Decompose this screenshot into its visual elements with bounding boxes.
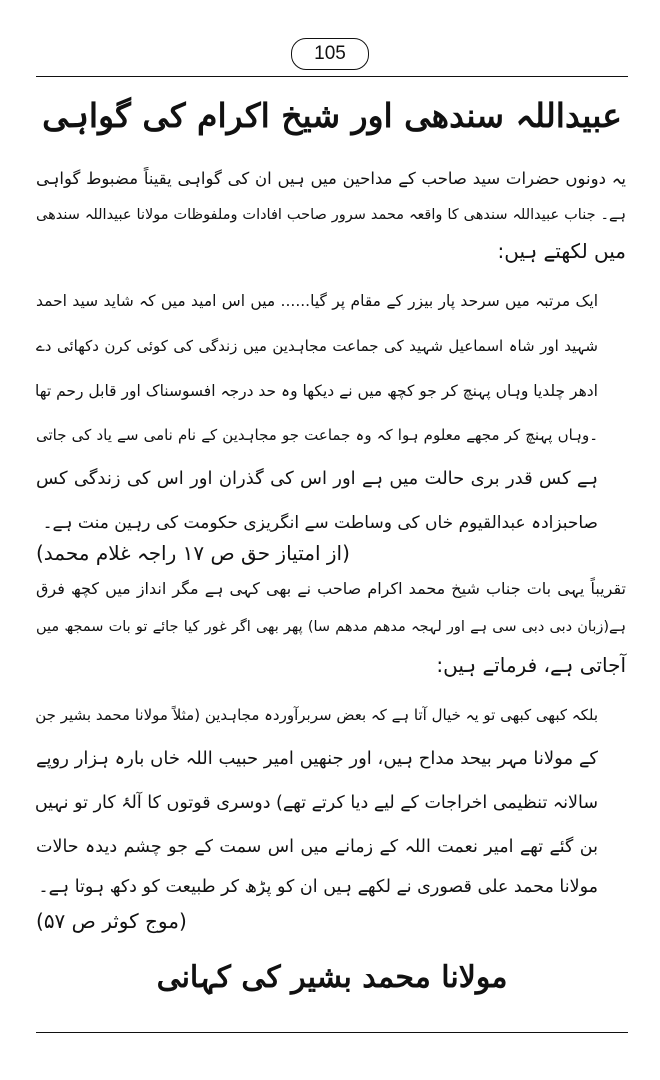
paragraph-line: میں لکھتے ہیں:	[497, 239, 626, 263]
quote-line: صاحبزادہ عبدالقیوم خاں کی وساطت سے انگریزی حکومت کی رہین منت ہے۔	[42, 513, 598, 533]
quote-line: کے مولانا مہر بیحد مداح ہیں، اور جنھیں امیر حبیب اللہ خاں بارہ ہزار روپے	[36, 748, 598, 769]
quote-line: مولانا محمد علی قصوری نے لکھے ہیں ان کو پڑھ کر طبیعت کو دکھ ہوتا ہے۔	[38, 877, 598, 897]
quote-line: ۔وہاں پہنچ کر مجھے معلوم ہوا کہ وہ جماعت جو مجاہدین کے نام نامی سے یاد کی جاتی	[36, 426, 598, 444]
top-rule	[36, 76, 628, 77]
quote-line: ادھر چلدیا وہاں پہنچ کر جو کچھ میں نے دیکھا وہ حد درجہ افسوسناک اور قابل رحم تھا	[34, 382, 598, 400]
quote-line: بن گئے تھے امیر نعمت اللہ کے زمانے میں اس سمت کے جو چشم دیدہ حالات	[36, 837, 598, 857]
page-number-container	[0, 38, 660, 70]
section-heading: عبیداللہ سندھی اور شیخ اکرام کی گواہی	[42, 96, 622, 135]
quote-line: شہید اور شاہ اسماعیل شہید کی جماعت مجاہدین میں زندگی کی کوئی کرن دکھائی دے	[36, 337, 598, 355]
citation: (از امتیاز حق ص ۱۷ راجہ غلام محمد)	[36, 541, 350, 565]
bottom-rule	[36, 1032, 628, 1033]
paragraph-line: آجاتی ہے، فرماتے ہیں:	[436, 653, 626, 677]
quote-line: بلکہ کبھی کبھی تو یہ خیال آتا ہے کہ بعض سربرآوردہ مجاہدین (مثلاً مولانا محمد بشیر جن	[35, 706, 598, 724]
quote-line: سالانہ تنظیمی اخراجات کے لیے دیا کرتے تھے) دوسری قوتوں کا آلۂ کار تو نہیں	[34, 793, 598, 813]
quote-line: ایک مرتبہ میں سرحد پار بیزر کے مقام پر گیا...... میں اس امید میں کہ شاید سید احمد	[36, 292, 598, 310]
paragraph-line: یہ دونوں حضرات سید صاحب کے مداحین میں ہیں ان کی گواہی یقیناً مضبوط گواہی	[36, 169, 626, 188]
paragraph-line: تقریباً یہی بات جناب شیخ محمد اکرام صاحب نے بھی کہی ہے مگر انداز میں کچھ فرق	[36, 579, 626, 598]
page-number: 105	[291, 38, 369, 70]
section-heading: مولانا محمد بشیر کی کہانی	[156, 960, 508, 995]
paragraph-line: ہے(زبان دبی دبی سی ہے اور لہجہ مدھم مدھم سا) پھر بھی اگر غور کیا جائے تو بات سمجھ میں	[36, 619, 626, 635]
paragraph-line: ہے۔ جناب عبیداللہ سندھی کا واقعہ محمد سرور صاحب افادات وملفوظات مولانا عبیداللہ سندھی	[36, 207, 626, 223]
quote-line: ہے کس قدر بری حالت میں ہے اور اس کی گذران اور اس کی زندگی کس	[36, 468, 598, 489]
citation: (موج کوثر ص ۵۷)	[36, 909, 187, 933]
